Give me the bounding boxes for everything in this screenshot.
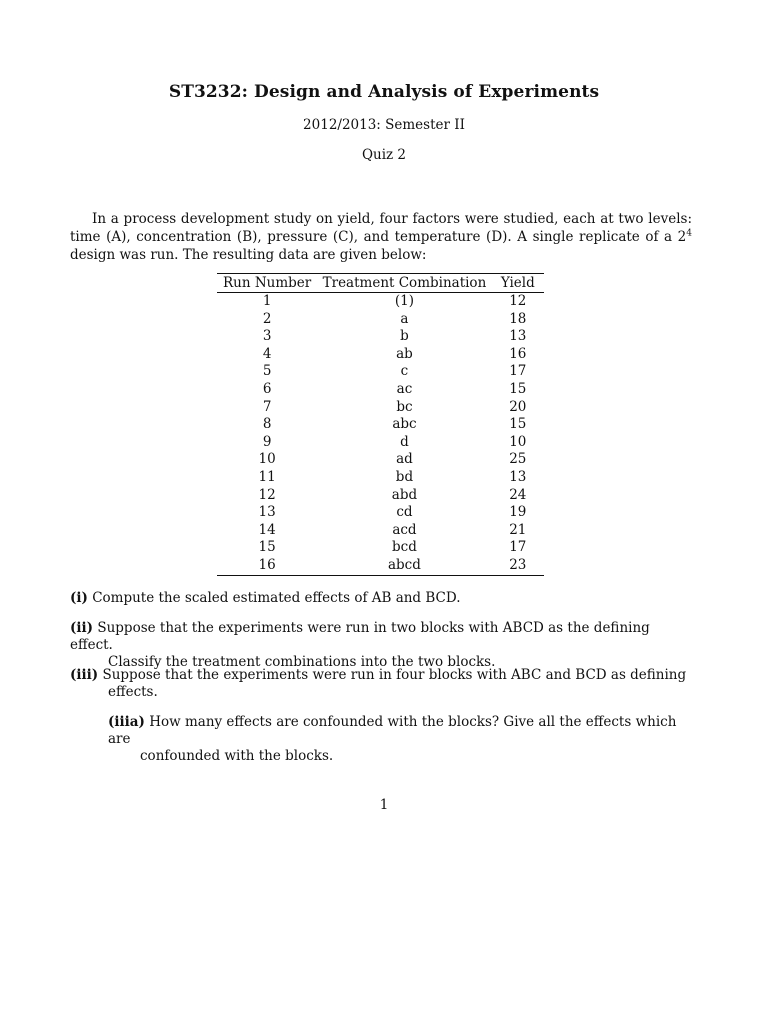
question-label: (iiia) bbox=[108, 714, 145, 730]
treatment-combination-cell: ac bbox=[396, 380, 413, 397]
run-number-cell: 3 bbox=[262, 328, 272, 345]
treatment-combination-cell: c bbox=[400, 363, 409, 380]
yield-cell: 15 bbox=[509, 416, 527, 433]
yield-cell: 17 bbox=[509, 539, 527, 556]
document-title: ST3232: Design and Analysis of Experiments bbox=[168, 82, 600, 102]
question-iii bbox=[70, 667, 692, 701]
treatment-combination-cell: d bbox=[400, 433, 409, 450]
treatment-combination-cell: b bbox=[400, 328, 409, 345]
table-row bbox=[217, 451, 544, 469]
treatment-combination-cell: bc bbox=[396, 398, 413, 415]
run-number-cell: 4 bbox=[262, 345, 272, 362]
intro-superscript: 4 bbox=[686, 228, 692, 239]
intro-paragraph bbox=[70, 210, 692, 264]
question-ii bbox=[70, 620, 692, 671]
run-number-cell: 2 bbox=[262, 310, 272, 327]
page-number: 1 bbox=[379, 797, 389, 813]
run-number-cell: 13 bbox=[258, 504, 276, 521]
intro-text-before: In a process development study on yield, four factors were studied, each at two levels: time (A), concentration (B), pressure (C), and temperature (D). A single replicate of a 2 bbox=[70, 211, 692, 245]
treatment-combination-cell: acd bbox=[392, 521, 417, 538]
table-body bbox=[217, 293, 544, 576]
treatment-combination-cell: abc bbox=[392, 416, 417, 433]
table-row bbox=[217, 328, 544, 346]
question-text: Suppose that the experiments were run in four blocks with ABC and BCD as defining bbox=[102, 667, 687, 683]
run-number-cell: 11 bbox=[258, 468, 276, 485]
table-row bbox=[217, 469, 544, 487]
run-number-cell: 15 bbox=[258, 539, 276, 556]
run-number-cell: 8 bbox=[262, 416, 272, 433]
question-text-continued: effects. bbox=[108, 684, 158, 700]
table-row bbox=[217, 539, 544, 557]
table-header-row bbox=[217, 274, 544, 293]
run-number-cell: 1 bbox=[262, 293, 272, 309]
yield-cell: 17 bbox=[509, 363, 527, 380]
question-text: How many effects are confounded with the blocks? Give all the effects which are bbox=[108, 714, 677, 747]
question-i bbox=[70, 590, 692, 607]
table-row bbox=[217, 487, 544, 505]
treatment-combination-cell: bcd bbox=[392, 539, 417, 556]
question-label: (i) bbox=[70, 590, 88, 606]
run-number-cell: 9 bbox=[262, 433, 272, 450]
yield-cell: 10 bbox=[509, 433, 527, 450]
question-text: Compute the scaled estimated effects of AB and BCD. bbox=[92, 590, 461, 606]
yield-cell: 20 bbox=[509, 398, 527, 415]
table-row bbox=[217, 293, 544, 311]
yield-cell: 25 bbox=[509, 451, 527, 468]
question-label: (ii) bbox=[70, 620, 94, 636]
table-row bbox=[217, 399, 544, 417]
table-row bbox=[217, 416, 544, 434]
yield-cell: 16 bbox=[509, 345, 527, 362]
table-row bbox=[217, 557, 544, 575]
yield-cell: 13 bbox=[509, 468, 527, 485]
table-row bbox=[217, 346, 544, 364]
run-number-cell: 14 bbox=[258, 521, 276, 538]
run-number-cell: 7 bbox=[262, 398, 272, 415]
table-row bbox=[217, 381, 544, 399]
yield-cell: 19 bbox=[509, 504, 527, 521]
table-row bbox=[217, 522, 544, 540]
intro-text-after: design was run. The resulting data are given below: bbox=[70, 247, 427, 263]
treatment-combination-cell: abd bbox=[391, 486, 418, 503]
header-treatment-combination: Treatment Combination bbox=[317, 274, 491, 293]
treatment-combination-cell: (1) bbox=[394, 293, 414, 309]
yield-cell: 13 bbox=[509, 328, 527, 345]
question-text-continued: confounded with the blocks. bbox=[140, 748, 334, 764]
yield-cell: 15 bbox=[509, 380, 527, 397]
yield-cell: 21 bbox=[509, 521, 527, 538]
treatment-combination-cell: ab bbox=[396, 345, 413, 362]
treatment-combination-cell: abcd bbox=[387, 556, 421, 573]
run-number-cell: 16 bbox=[258, 556, 276, 573]
table-row bbox=[217, 434, 544, 452]
question-label: (iii) bbox=[70, 667, 99, 683]
question-text-continued: Classify the treatment combinations into the two blocks. bbox=[108, 654, 496, 670]
treatment-combination-cell: ad bbox=[396, 451, 413, 468]
term-subtitle: 2012/2013: Semester II bbox=[303, 117, 465, 133]
yield-cell: 12 bbox=[509, 293, 527, 309]
data-table bbox=[217, 273, 544, 576]
run-number-cell: 12 bbox=[258, 486, 276, 503]
run-number-cell: 6 bbox=[262, 380, 272, 397]
question-iiia bbox=[108, 714, 692, 765]
header-yield: Yield bbox=[492, 274, 544, 293]
treatment-combination-cell: a bbox=[400, 310, 409, 327]
table-row bbox=[217, 504, 544, 522]
table-row bbox=[217, 363, 544, 381]
treatment-combination-cell: bd bbox=[395, 468, 414, 485]
question-text: Suppose that the experiments were run in two blocks with ABCD as the defining effect. bbox=[70, 620, 650, 653]
quiz-subtitle: Quiz 2 bbox=[361, 147, 407, 163]
header-run-number: Run Number bbox=[217, 274, 317, 293]
table-row bbox=[217, 311, 544, 329]
yield-cell: 23 bbox=[509, 556, 527, 573]
yield-cell: 24 bbox=[509, 486, 527, 503]
yield-cell: 18 bbox=[509, 310, 527, 327]
treatment-combination-cell: cd bbox=[396, 504, 413, 521]
run-number-cell: 10 bbox=[258, 451, 276, 468]
run-number-cell: 5 bbox=[262, 363, 272, 380]
